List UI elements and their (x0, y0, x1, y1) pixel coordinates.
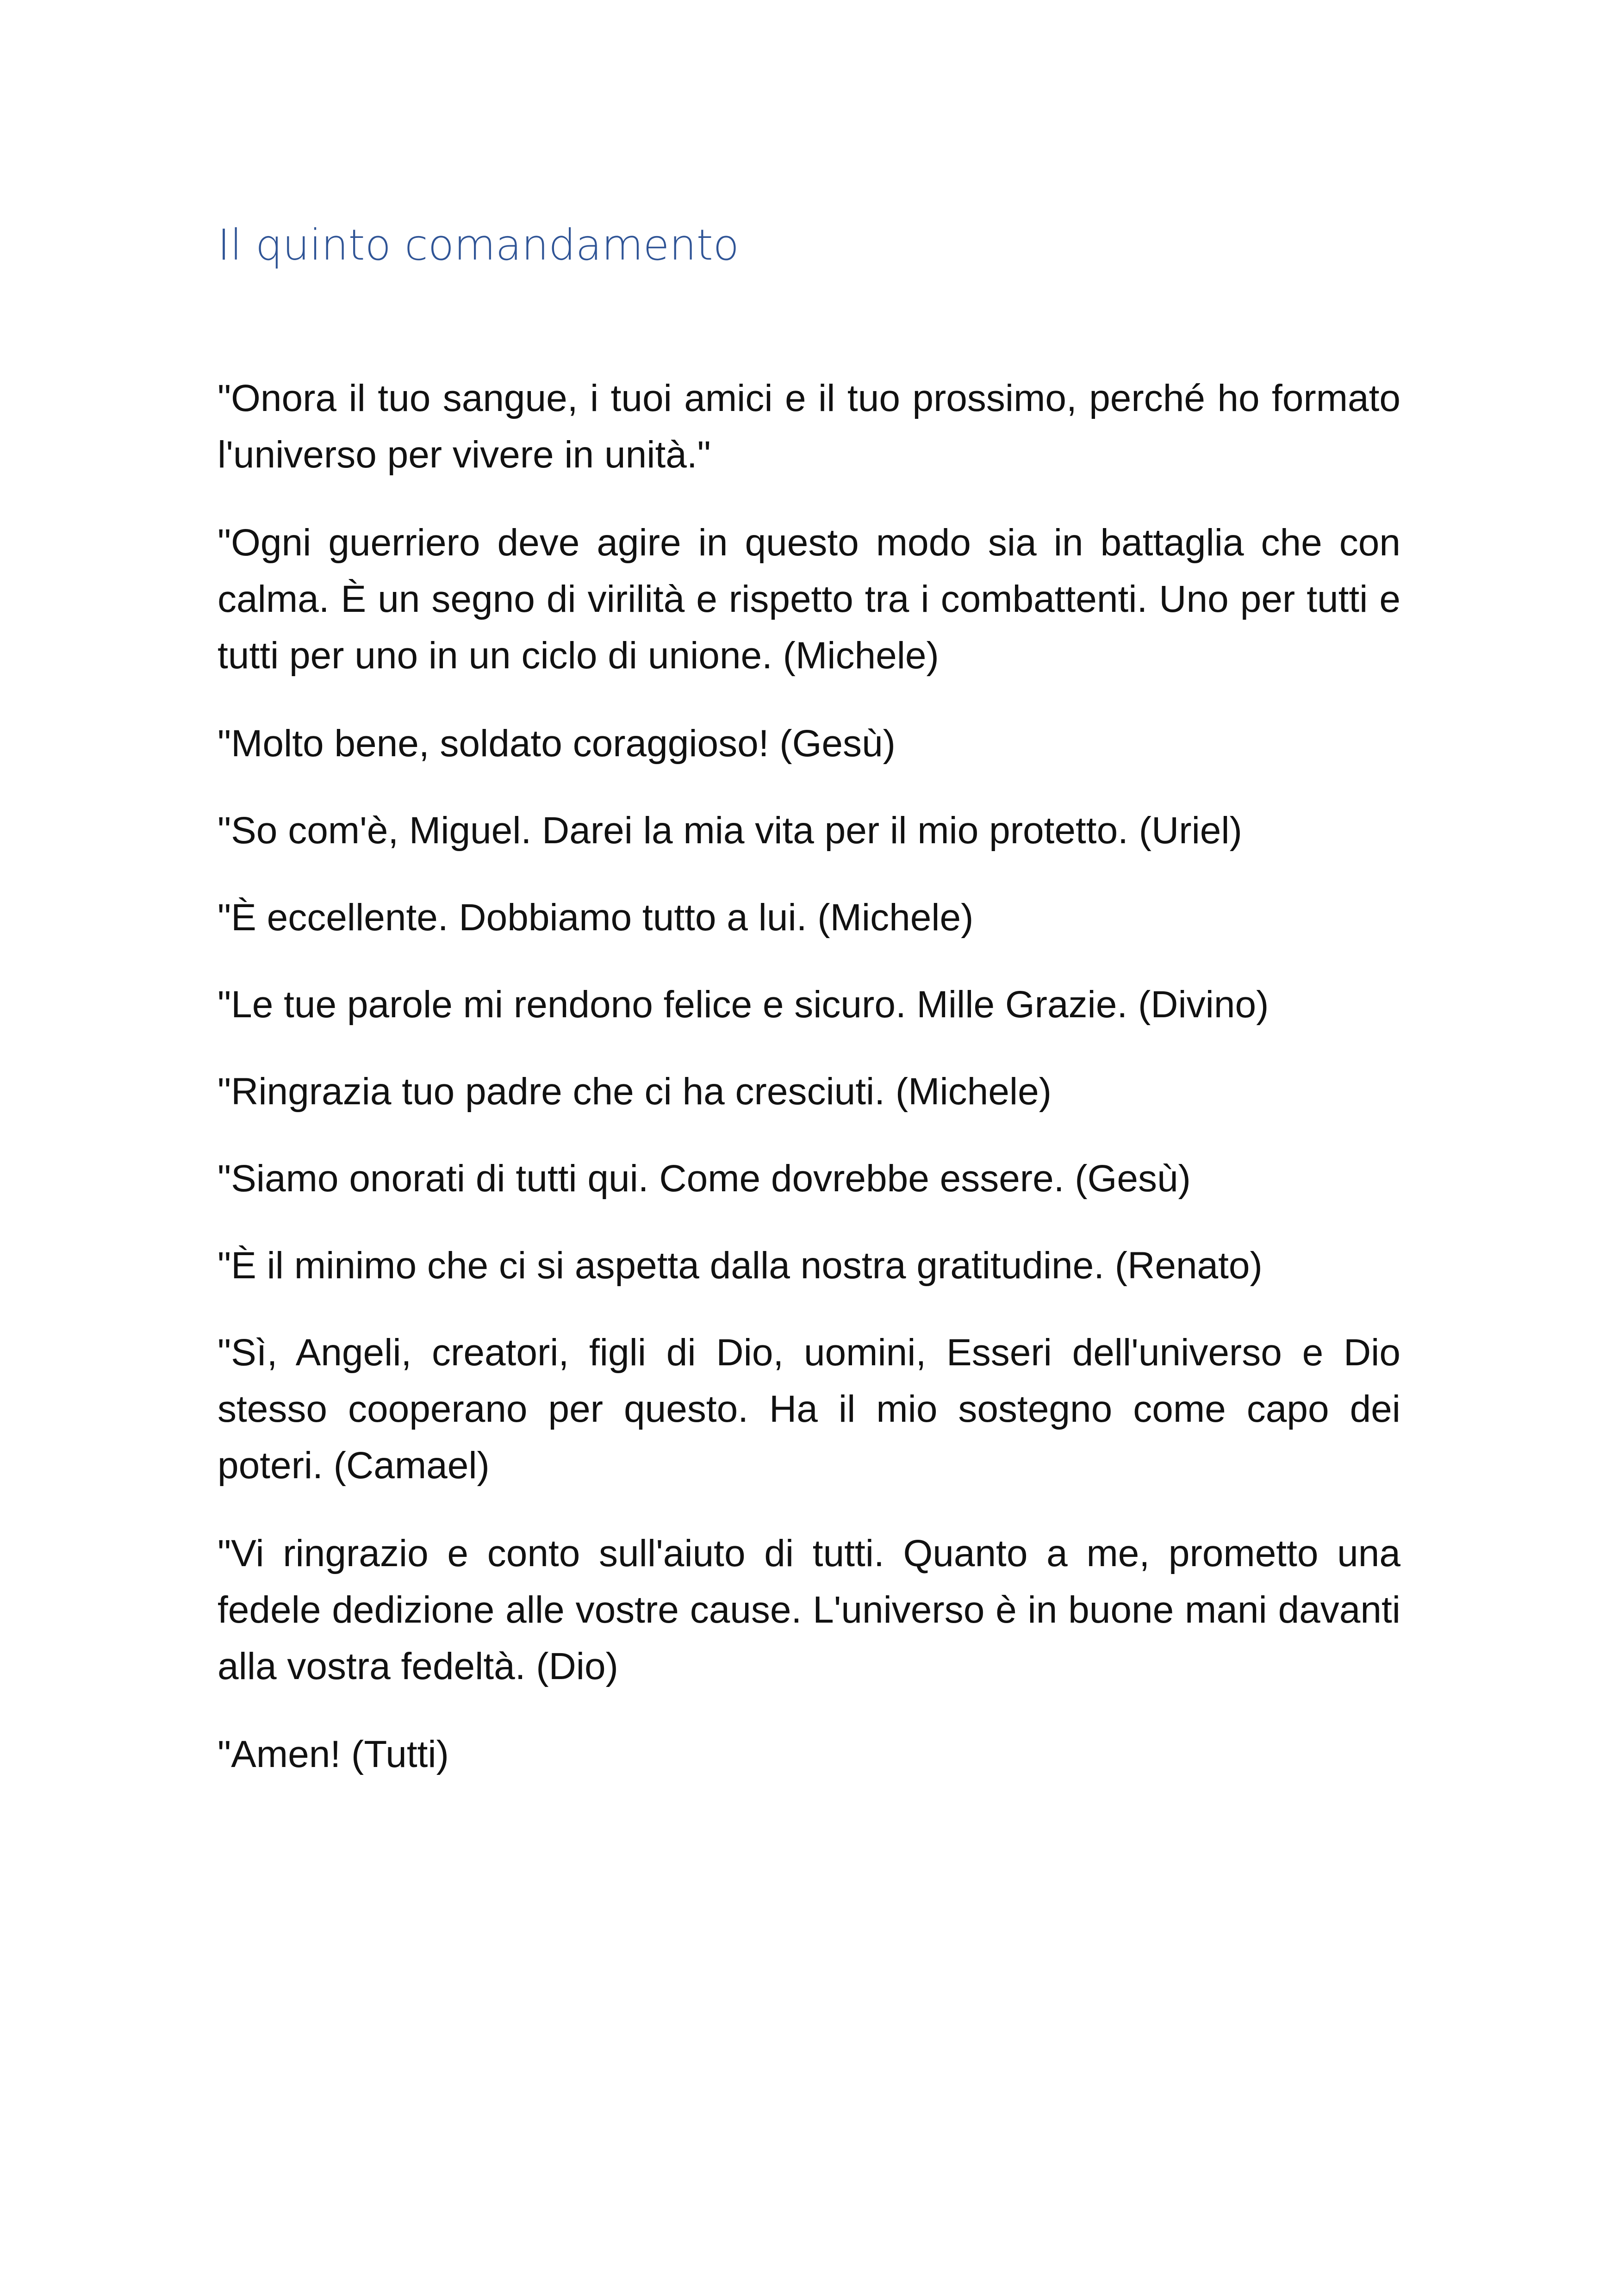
paragraph-11: "Vi ringrazio e conto sull'aiuto di tutti. Quanto a me, prometto una fedele dedizione alle vostre cause. L'universo è in buone mani davanti alla vostra fedeltà. (Dio) (218, 1532, 1400, 1687)
paragraph-1: "Onora il tuo sangue, i tuoi amici e il tuo prossimo, perché ho formato l'universo per vivere in unità." (218, 377, 1400, 476)
paragraph-7: "Ringrazia tuo padre che ci ha cresciuti. (Michele) (218, 1070, 1052, 1113)
paragraph-12: "Amen! (Tutti) (218, 1733, 449, 1775)
paragraph-2: "Ogni guerriero deve agire in questo modo sia in battaglia che con calma. È un segno di virilità e rispetto tra i combattenti. Uno per tutti e tutti per uno in un ciclo di unione. (Michele) (218, 522, 1400, 677)
paragraph-5: "È eccellente. Dobbiamo tutto a lui. (Michele) (218, 896, 974, 939)
paragraph-9: "È il minimo che ci si aspetta dalla nostra gratitudine. (Renato) (218, 1244, 1263, 1287)
paragraph-4: "So com'è, Miguel. Darei la mia vita per il mio protetto. (Uriel) (218, 809, 1242, 852)
paragraph-8: "Siamo onorati di tutti qui. Come dovrebbe essere. (Gesù) (218, 1157, 1191, 1200)
paragraph-10: "Sì, Angeli, creatori, figli di Dio, uomini, Esseri dell'universo e Dio stesso cooperano per questo. Ha il mio sostegno come capo dei poteri. (Camael) (218, 1332, 1400, 1487)
paragraph-3: "Molto bene, soldato coraggioso! (Gesù) (218, 722, 896, 765)
document-title: Il quinto comandamento (218, 220, 739, 270)
paragraph-6: "Le tue parole mi rendono felice e sicuro. Mille Grazie. (Divino) (218, 983, 1269, 1026)
document-body (218, 370, 1400, 1813)
